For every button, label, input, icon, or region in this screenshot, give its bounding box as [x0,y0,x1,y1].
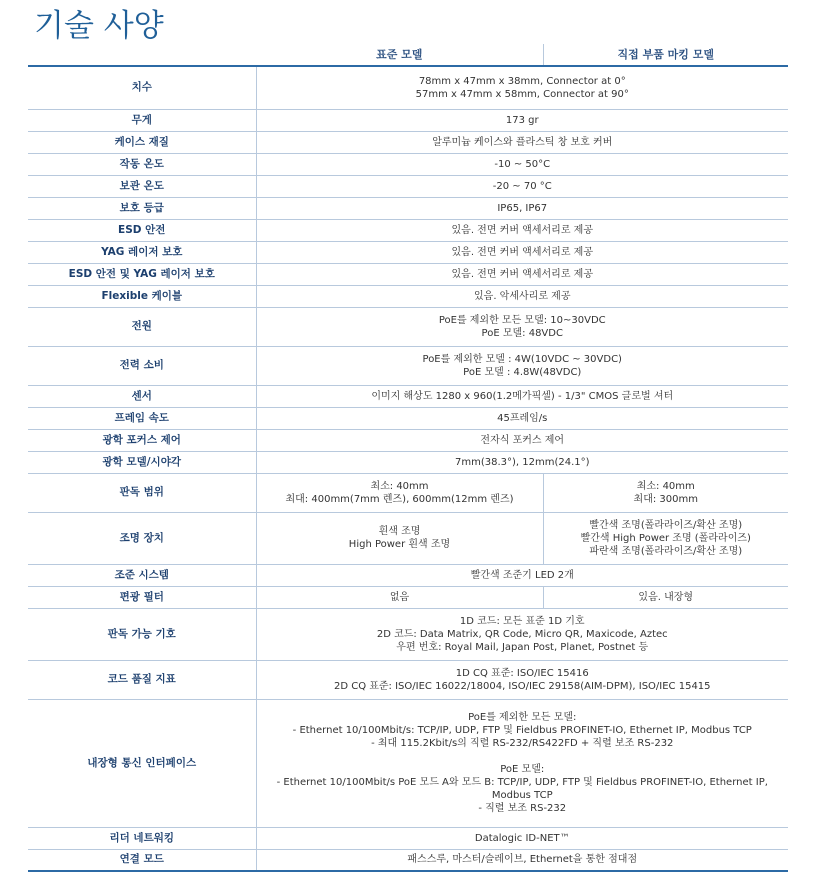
row-value: 7mm(38.3°), 12mm(24.1°) [256,451,788,473]
value-line: PoE 모델 : 4.8W(48VDC) [463,366,582,378]
value-line: High Power 흰색 조명 [348,539,451,550]
row-value [256,346,788,385]
row-value: 빨간색 조준기 LED 2개 [256,564,788,586]
value-line: PoE를 제외한 모든 모델: 10~30VDC [438,314,606,326]
table-row [28,586,788,608]
value-line: 1D 코드: 모든 표준 1D 기호 [459,615,585,627]
row-label: 광학 포커스 제어 [28,429,256,451]
row-label: 판독 범위 [28,473,256,512]
value-line: 2D 코드: Data Matrix, QR Code, Micro QR, Maxicode, Aztec [376,628,668,640]
value-line: 최소: 40mm [636,480,695,492]
row-value-direct: 있음. 내장형 [543,586,788,608]
table-row [28,109,788,131]
value-line: - 최대 115.2Kbit/s의 직렬 RS-232/RS422FD + 직렬 보조 RS-232 [371,738,674,749]
value-line: PoE 모델: [500,764,545,775]
table-row [28,219,788,241]
row-label: 프레임 속도 [28,407,256,429]
row-value: -20 ~ 70 °C [256,175,788,197]
value-line: PoE를 제외한 모델 : 4W(10VDC ~ 30VDC) [422,353,622,365]
row-value-standard [256,512,543,564]
table-header [28,44,788,66]
table-row [28,849,788,871]
row-label: ESD 안전 [28,219,256,241]
table-row [28,451,788,473]
table-row [28,385,788,407]
value-line: - Ethernet 10/100Mbit/s PoE 모드 A와 모드 B: TCP/IP, UDP, FTP 및 Fieldbus PROFINET-IO, Ethernet IP, [276,777,768,788]
row-label: 리더 네트워킹 [28,827,256,849]
row-label: 조준 시스템 [28,564,256,586]
row-value: 알루미늄 케이스와 플라스틱 창 보호 커버 [256,131,788,153]
row-value: 전자식 포커스 제어 [256,429,788,451]
table-row [28,285,788,307]
row-value-direct [543,473,788,512]
table-row [28,307,788,346]
row-value [256,66,788,109]
table-row [28,346,788,385]
value-line: PoE를 제외한 모든 모델: [468,712,577,723]
value-line: 2D CQ 표준: ISO/IEC 16022/18004, ISO/IEC 29158(AIM-DPM), ISO/IEC 15415 [333,680,711,692]
table-row [28,131,788,153]
row-label: 내장형 통신 인터페이스 [28,699,256,827]
table-row [28,241,788,263]
value-line: 흰색 조명 [378,526,421,537]
table-row [28,175,788,197]
row-label: 조명 장치 [28,512,256,564]
row-label: 보관 온도 [28,175,256,197]
value-line: 최소: 40mm [370,480,429,492]
table-row [28,564,788,586]
row-value [256,608,788,660]
value-line: 빨간색 조명(폴라라이즈/확산 조명) [589,519,743,531]
row-label: 센서 [28,385,256,407]
row-value [256,699,788,827]
row-value: IP65, IP67 [256,197,788,219]
table-row [28,699,788,827]
value-line: 파란색 조명(폴라라이즈/확산 조명) [589,545,743,557]
row-value: 패스스루, 마스터/슬레이브, Ethernet을 통한 점대점 [256,849,788,871]
value-line: PoE 모델: 48VDC [481,327,563,339]
value-line: 최대: 400mm(7mm 렌즈), 600mm(12mm 렌즈) [285,493,514,505]
row-value-standard [256,473,543,512]
value-line: 우편 번호: Royal Mail, Japan Post, Planet, Postnet 등 [396,641,649,653]
value-line: 1D CQ 표준: ISO/IEC 15416 [455,667,589,679]
table-row [28,66,788,109]
row-label: Flexible 케이블 [28,285,256,307]
row-label: 전원 [28,307,256,346]
row-value [256,307,788,346]
table-row [28,608,788,660]
row-label: 코드 품질 지표 [28,660,256,699]
row-label: 보호 등급 [28,197,256,219]
table-row [28,153,788,175]
column-header-standard: 표준 모델 [256,44,543,66]
spec-table [28,44,788,872]
table-row [28,660,788,699]
row-value: 173 gr [256,109,788,131]
column-header-direct: 직접 부품 마킹 모델 [543,44,788,66]
table-row [28,429,788,451]
row-value: Datalogic ID-NET™ [256,827,788,849]
spacer [261,750,785,763]
row-label: YAG 레이저 보호 [28,241,256,263]
row-value: 있음. 전면 커버 액세서리로 제공 [256,219,788,241]
value-line: - 직렬 보조 RS-232 [478,803,567,814]
row-label: 판독 가능 기호 [28,608,256,660]
row-value-standard: 없음 [256,586,543,608]
row-value: -10 ~ 50°C [256,153,788,175]
row-label: 작동 온도 [28,153,256,175]
row-label: 연결 모드 [28,849,256,871]
row-label: 편광 필터 [28,586,256,608]
row-value-direct [543,512,788,564]
row-label: 전력 소비 [28,346,256,385]
row-label: 치수 [28,66,256,109]
row-label: 케이스 재질 [28,131,256,153]
row-value: 있음. 악세사리로 제공 [256,285,788,307]
table-row [28,407,788,429]
value-line: Modbus TCP [491,790,553,801]
row-value: 이미지 해상도 1280 x 960(1.2메가픽셀) - 1/3" CMOS 글로벌 셔터 [256,385,788,407]
value-line: 57mm x 47mm x 58mm, Connector at 90° [415,88,629,100]
value-line: 빨간색 High Power 조명 (폴라라이즈) [580,532,751,544]
row-value: 있음. 전면 커버 액세서리로 제공 [256,241,788,263]
value-line: 최대: 300mm [633,493,698,505]
table-row [28,197,788,219]
row-value [256,660,788,699]
table-row [28,512,788,564]
row-label: ESD 안전 및 YAG 레이저 보호 [28,263,256,285]
page-title: 기술 사양 [34,8,164,44]
row-value: 45프레임/s [256,407,788,429]
row-value: 있음. 전면 커버 액세서리로 제공 [256,263,788,285]
table-row [28,263,788,285]
value-line: 78mm x 47mm x 38mm, Connector at 0° [418,75,626,87]
row-label: 광학 모델/시야각 [28,451,256,473]
table-row [28,473,788,512]
value-line: - Ethernet 10/100Mbit/s: TCP/IP, UDP, FTP 및 Fieldbus PROFINET-IO, Ethernet IP, Modbus TCP [292,725,752,736]
table-row [28,827,788,849]
row-label: 무게 [28,109,256,131]
